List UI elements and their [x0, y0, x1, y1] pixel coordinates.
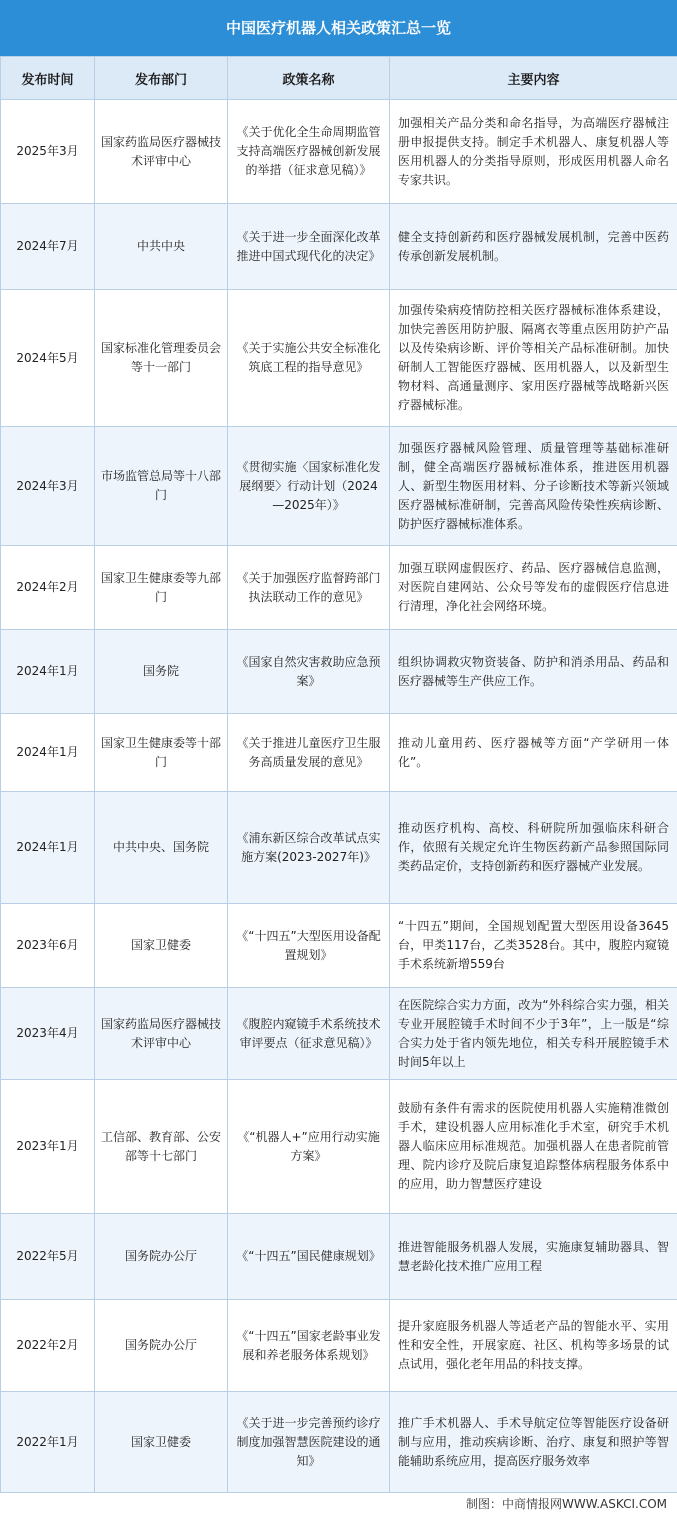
table-header-row	[1, 57, 677, 100]
source-credit: 制图：中商情报网WWW.ASKCI.COM	[466, 1497, 667, 1511]
cell-dept: 国家卫健委	[95, 904, 228, 988]
cell-content: 推动医疗机构、高校、科研院所加强临床科研合作，依照有关规定允许生物医药新产品参照国际同类药品定价，支持创新药和医疗器械产业发展。	[390, 792, 677, 904]
cell-date: 2023年6月	[1, 904, 95, 988]
cell-date: 2024年1月	[1, 792, 95, 904]
cell-content: 推进智能服务机器人发展，实施康复辅助器具、智慧老龄化技术推广应用工程	[390, 1214, 677, 1300]
cell-content: 提升家庭服务机器人等适老产品的智能水平、实用性和安全性，开展家庭、社区、机构等多场景的试点试用，强化老年用品的科技支撑。	[390, 1300, 677, 1392]
cell-date: 2022年2月	[1, 1300, 95, 1392]
cell-content: 健全支持创新药和医疗器械发展机制，完善中医药传承创新发展机制。	[390, 204, 677, 290]
table-row	[1, 1080, 677, 1214]
table-row	[1, 204, 677, 290]
cell-content: 推广手术机器人、手术导航定位等智能医疗设备研制与应用，推动疾病诊断、治疗、康复和照护等智能辅助系统应用，提高医疗服务效率	[390, 1392, 677, 1493]
cell-date: 2024年3月	[1, 427, 95, 546]
cell-dept: 市场监管总局等十八部门	[95, 427, 228, 546]
table-row	[1, 1300, 677, 1392]
cell-policy-name: 《国家自然灾害救助应急预案》	[228, 630, 390, 714]
cell-policy-name: 《关于加强医疗监督跨部门执法联动工作的意见》	[228, 546, 390, 630]
cell-policy-name: 《“十四五”国民健康规划》	[228, 1214, 390, 1300]
cell-dept: 国家药监局医疗器械技术评审中心	[95, 100, 228, 204]
cell-content: “十四五”期间，全国规划配置大型医用设备3645台，甲类117台，乙类3528台。其中，腹腔内窥镜手术系统新增559台	[390, 904, 677, 988]
table-row	[1, 630, 677, 714]
cell-policy-name: 《“十四五”大型医用设备配置规划》	[228, 904, 390, 988]
cell-policy-name: 《腹腔内窥镜手术系统技术审评要点（征求意见稿）》	[228, 988, 390, 1080]
cell-policy-name: 《关于实施公共安全标准化筑底工程的指导意见》	[228, 290, 390, 427]
table-row	[1, 792, 677, 904]
cell-policy-name: 《“十四五”国家老龄事业发展和养老服务体系规划》	[228, 1300, 390, 1392]
cell-dept: 国务院办公厅	[95, 1214, 228, 1300]
cell-dept: 国家卫生健康委等九部门	[95, 546, 228, 630]
cell-date: 2022年1月	[1, 1392, 95, 1493]
cell-policy-name: 《关于优化全生命周期监管支持高端医疗器械创新发展的举措（征求意见稿）》	[228, 100, 390, 204]
header-dept: 发布部门	[95, 57, 228, 100]
cell-dept: 国家卫生健康委等十部门	[95, 714, 228, 792]
cell-policy-name: 《关于推进儿童医疗卫生服务高质量发展的意见》	[228, 714, 390, 792]
cell-dept: 工信部、教育部、公安部等十七部门	[95, 1080, 228, 1214]
table-row	[1, 1392, 677, 1493]
cell-dept: 国务院	[95, 630, 228, 714]
cell-policy-name: 《关于进一步全面深化改革推进中国式现代化的决定》	[228, 204, 390, 290]
page-title: 中国医疗机器人相关政策汇总一览	[0, 0, 677, 56]
cell-content: 组织协调救灾物资装备、防护和消杀用品、药品和医疗器械等生产供应工作。	[390, 630, 677, 714]
cell-date: 2023年1月	[1, 1080, 95, 1214]
cell-content: 加强相关产品分类和命名指导，为高端医疗器械注册申报提供支持。制定手术机器人、康复机器人等医用机器人的分类指导原则，形成医用机器人命名专家共识。	[390, 100, 677, 204]
cell-date: 2023年4月	[1, 988, 95, 1080]
cell-content: 推动儿童用药、医疗器械等方面“产学研用一体化”。	[390, 714, 677, 792]
table-row	[1, 427, 677, 546]
cell-date: 2024年7月	[1, 204, 95, 290]
cell-date: 2024年2月	[1, 546, 95, 630]
table-row	[1, 714, 677, 792]
header-date: 发布时间	[1, 57, 95, 100]
cell-dept: 国家药监局医疗器械技术评审中心	[95, 988, 228, 1080]
table-row	[1, 290, 677, 427]
table-body	[1, 100, 677, 1493]
cell-policy-name: 《贯彻实施〈国家标准化发展纲要〉行动计划（2024—2025年）》	[228, 427, 390, 546]
table-row	[1, 100, 677, 204]
table-row	[1, 904, 677, 988]
cell-dept: 国务院办公厅	[95, 1300, 228, 1392]
cell-policy-name: 《浦东新区综合改革试点实施方案(2023-2027年)》	[228, 792, 390, 904]
cell-dept: 国家卫健委	[95, 1392, 228, 1493]
cell-dept: 国家标准化管理委员会等十一部门	[95, 290, 228, 427]
table-row	[1, 1214, 677, 1300]
cell-content: 加强互联网虚假医疗、药品、医疗器械信息监测，对医院自建网站、公众号等发布的虚假医疗信息进行清理，净化社会网络环境。	[390, 546, 677, 630]
cell-content: 鼓励有条件有需求的医院使用机器人实施精准微创手术，建设机器人应用标准化手术室，研究手术机器人临床应用标准规范。加强机器人在患者院前管理、院内诊疗及院后康复追踪整体病程服务体系中的应用，助力智慧医疗建设	[390, 1080, 677, 1214]
cell-date: 2024年1月	[1, 714, 95, 792]
cell-dept: 中共中央、国务院	[95, 792, 228, 904]
cell-content: 加强传染病疫情防控相关医疗器械标准体系建设，加快完善医用防护服、隔离衣等重点医用防护产品以及传染病诊断、评价等相关产品标准研制。加快研制人工智能医疗器械、医用机器人，以及新型生物材料、高通量测序、家用医疗器械等战略新兴医疗器械标准。	[390, 290, 677, 427]
cell-content: 加强医疗器械风险管理、质量管理等基础标准研制，健全高端医疗器械标准体系，推进医用机器人、新型生物医用材料、分子诊断技术等新兴领域医疗器械标准研制，完善高风险传染性疾病诊断、防护医疗器械标准体系。	[390, 427, 677, 546]
header-name: 政策名称	[228, 57, 390, 100]
policy-table	[0, 56, 677, 1493]
cell-policy-name: 《关于进一步完善预约诊疗制度加强智慧医院建设的通知》	[228, 1392, 390, 1493]
table-row	[1, 546, 677, 630]
cell-policy-name: 《“机器人+”应用行动实施方案》	[228, 1080, 390, 1214]
cell-dept: 中共中央	[95, 204, 228, 290]
cell-date: 2024年1月	[1, 630, 95, 714]
cell-date: 2022年5月	[1, 1214, 95, 1300]
header-content: 主要内容	[390, 57, 677, 100]
cell-date: 2024年5月	[1, 290, 95, 427]
cell-content: 在医院综合实力方面，改为“外科综合实力强，相关专业开展腔镜手术时间不少于3年”，上一版是“综合实力处于省内领先地位，相关专科开展腔镜手术时间5年以上	[390, 988, 677, 1080]
cell-date: 2025年3月	[1, 100, 95, 204]
table-row	[1, 988, 677, 1080]
